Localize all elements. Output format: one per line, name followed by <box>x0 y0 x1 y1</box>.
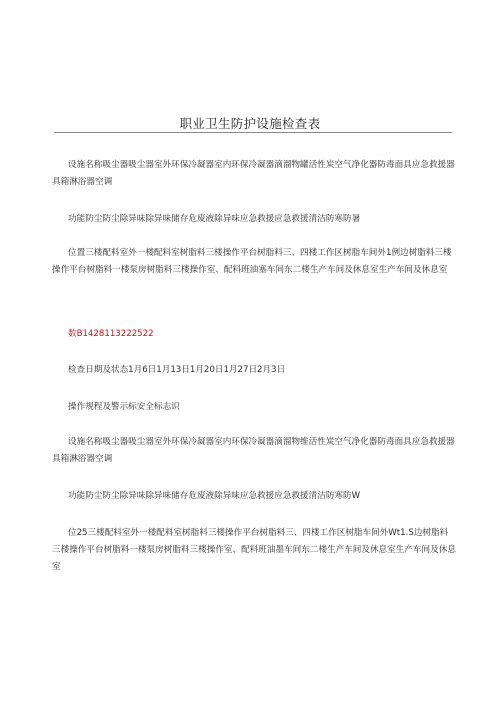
paragraph-facility-names-2: 设施名称吸尘器吸尘器室外环保冷凝器室内环保冷凝器滴溜物维活性炭空气净化器防毒面具应急救援器具箱淋浴器空调 <box>52 437 455 464</box>
paragraph-quantity-code: 数B1428113222522 <box>68 329 154 339</box>
title-divider <box>54 132 452 133</box>
paragraph-operating-procedures: 操作规程及警示标安全标志识 <box>68 402 180 412</box>
paragraph-locations-2: 位25三楼配料室外一楼配料室树脂料三楼操作平台树脂料三、四楼工作区树脂车间外Wt1.S边树脂料三楼操作平台树脂料一楼泵房树脂料三楼操作室、配料班油墨车间东二楼生产车间及休息室生产车间及休息室 <box>52 528 456 572</box>
paragraph-facility-names: 设施名称吸尘器吸尘器室外环保冷凝器室内环保冷凝器滴溜物罐活性炭空气净化器防毒面具应急救援器具箱淋浴器空调 <box>52 160 455 187</box>
document-title: 职业卫生防护设施检查表 <box>179 116 321 131</box>
paragraph-functions: 功能防尘防尘除异味除异味储存危废液除异味应急救援应急救援清洁防寒防暑 <box>68 214 361 224</box>
paragraph-functions-2: 功能防尘防尘除异味除异味储存危废液除异味应急救援应急救援清洁防寒防W <box>68 491 361 501</box>
paragraph-inspection-dates: 检查日期及状态1月6日1月13日1月20日1月27日2月3日 <box>68 365 286 375</box>
paragraph-locations: 位置三楼配料室外一楼配料室树脂料三楼操作平台树脂料三、四楼工作区树脂车间外1例边树脂料三楼操作平台树脂料一楼泵房树脂料三楼操作室、配料班油塞车间东二楼生产车间及休息室生产车间及休息室 <box>52 248 452 275</box>
